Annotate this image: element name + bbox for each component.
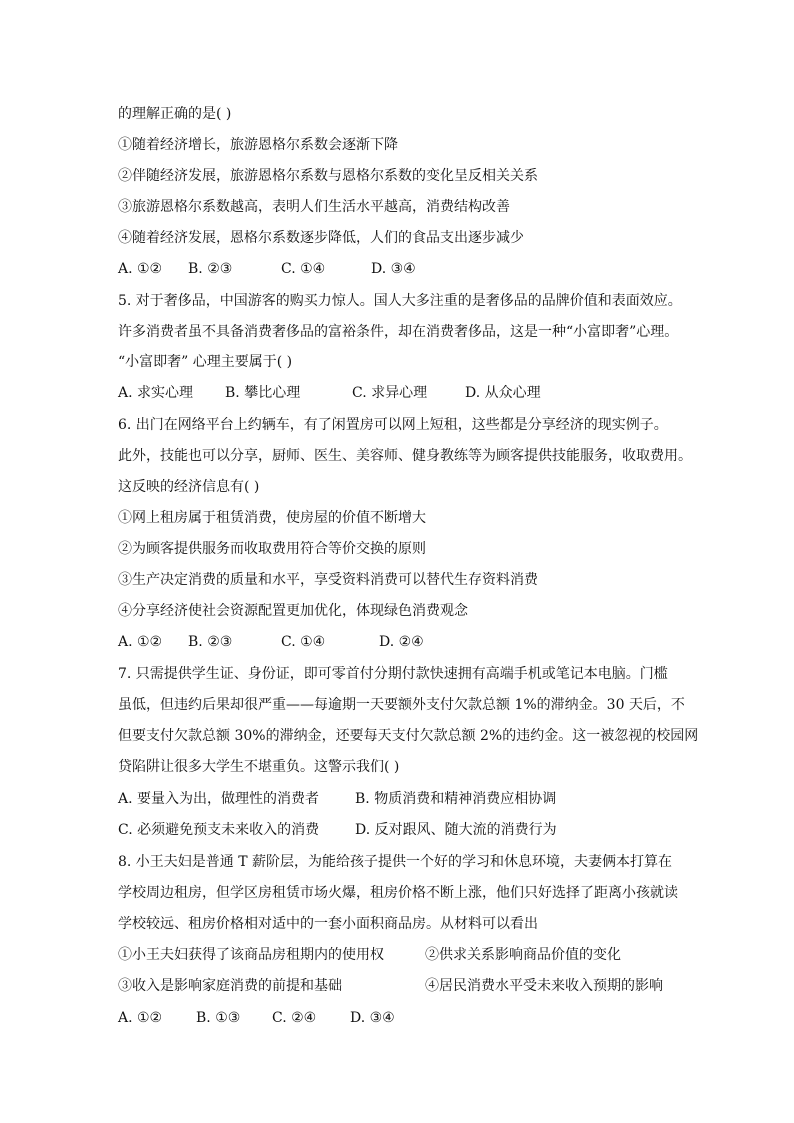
q6-item-2: ②为顾客提供服务而收取费用符合等价交换的原则 [118,541,426,557]
q5-option-d: D. 从众心理 [465,385,541,401]
q6-option-b: B. ②③ [188,634,233,650]
q5-option-a: A. 求实心理 [118,385,194,401]
q5-stem-2: 许多消费者虽不具备消费奢侈品的富裕条件，却在消费奢侈品，这是一种“小富即奢”心理。 [118,324,679,340]
q7-option-b: B. 物质消费和精神消费应相协调 [355,791,557,807]
q5-option-b: B. 攀比心理 [225,385,301,401]
q8-option-c: C. ②④ [272,1010,317,1026]
q7-option-c: C. 必须避免预支未来收入的消费 [118,822,320,838]
q7-stem-2: 虽低，但违约后果却很严重——每逾期一天要额外支付欠款总额 1%的滞纳金。30 天后，不 [118,697,685,713]
q6-stem-1: 6. 出门在网络平台上约辆车，有了闲置房可以网上短租，这些都是分享经济的现实例子。 [118,417,668,433]
q8-item-3: ③收入是影响家庭消费的前提和基础 [118,978,342,994]
q7-stem-3: 但要支付欠款总额 30%的滞纳金，还要每天支付欠款总额 2%的违约金。这一被忽视的校园网 [118,728,699,744]
q6-option-c: C. ①④ [281,634,326,650]
q8-item-1: ①小王夫妇获得了该商品房租期内的使用权 [118,947,384,963]
q5-option-c: C. 求异心理 [352,385,428,401]
q6-option-a: A. ①② [118,634,163,650]
q6-option-d: D. ②④ [379,634,424,650]
q5-stem-1: 5. 对于奢侈品，中国游客的购买力惊人。国人大多注重的是奢侈品的品牌价值和表面效应。 [118,293,682,309]
q7-option-d: D. 反对跟风、随大流的消费行为 [355,822,557,838]
q8-item-4: ④居民消费水平受未来收入预期的影响 [425,978,663,994]
q4-option-a: A. ①② [118,261,163,277]
q6-item-1: ①网上租房属于租赁消费，使房屋的价值不断增大 [118,510,426,526]
q8-option-d: D. ③④ [350,1010,395,1026]
q6-item-3: ③生产决定消费的质量和水平，享受资料消费可以替代生存资料消费 [118,572,538,588]
q7-stem-4: 贷陷阱让很多大学生不堪重负。这警示我们( ) [118,759,400,775]
q6-stem-2: 此外，技能也可以分享，厨师、医生、美容师、健身教练等为顾客提供技能服务，收取费用。 [118,448,692,464]
q4-option-b: B. ②③ [188,261,233,277]
q6-item-4: ④分享经济使社会资源配置更加优化，体现绿色消费观念 [118,603,468,619]
q8-option-a: A. ①② [118,1010,163,1026]
q8-stem-3: 学校较远、租房价格相对适中的一套小面积商品房。从材料可以看出 [118,916,538,932]
q8-stem-1: 8. 小王夫妇是普通 T 薪阶层，为能给孩子提供一个好的学习和休息环境，夫妻俩本打算在 [118,854,673,870]
q7-stem-1: 7. 只需提供学生证、身份证，即可零首付分期付款快速拥有高端手机或笔记本电脑。门槛 [118,666,668,682]
q4-item-4: ④随着经济发展，恩格尔系数逐步降低，人们的食品支出逐步减少 [118,230,524,246]
q4-stem-tail: 的理解正确的是( ) [118,106,232,122]
q4-option-d: D. ③④ [371,261,416,277]
q8-stem-2: 学校周边租房，但学区房租赁市场火爆，租房价格不断上涨，他们只好选择了距离小孩就读 [118,885,678,901]
q8-option-b: B. ①③ [196,1010,241,1026]
q4-item-2: ②伴随经济发展，旅游恩格尔系数与恩格尔系数的变化呈反相关关系 [118,168,538,184]
q6-stem-3: 这反映的经济信息有( ) [118,479,260,495]
q8-item-2: ②供求关系影响商品价值的变化 [425,947,621,963]
q4-item-3: ③旅游恩格尔系数越高，表明人们生活水平越高，消费结构改善 [118,199,510,215]
q4-option-c: C. ①④ [281,261,326,277]
q5-stem-3: “小富即奢” 心理主要属于( ) [118,354,293,370]
q4-item-1: ①随着经济增长，旅游恩格尔系数会逐渐下降 [118,137,398,153]
q7-option-a: A. 要量入为出，做理性的消费者 [118,791,320,807]
